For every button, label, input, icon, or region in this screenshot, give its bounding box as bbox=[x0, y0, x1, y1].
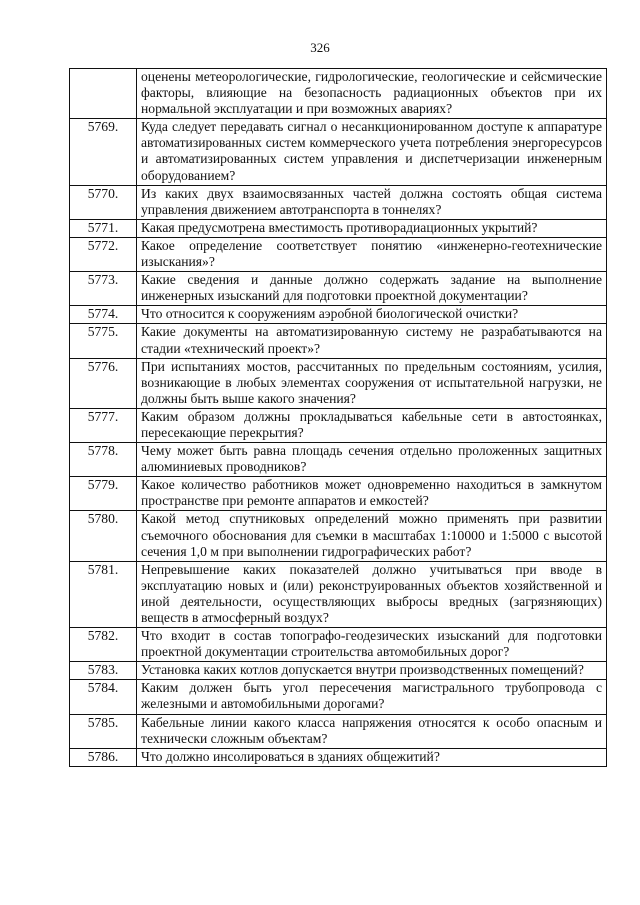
question-number: 5784. bbox=[70, 680, 137, 714]
question-number: 5782. bbox=[70, 628, 137, 662]
table-row bbox=[70, 69, 607, 119]
table-row bbox=[70, 119, 607, 185]
table-row bbox=[70, 511, 607, 561]
table-row bbox=[70, 358, 607, 408]
question-text: Какая предусмотрена вместимость противорадиационных укрытий? bbox=[137, 219, 607, 237]
question-number: 5771. bbox=[70, 219, 137, 237]
question-text: Какое количество работников может одновременно находиться в замкнутом пространстве при ремонте аппаратов и емкостей? bbox=[137, 477, 607, 511]
question-text: Что должно инсолироваться в зданиях общежитий? bbox=[137, 748, 607, 766]
table-row bbox=[70, 306, 607, 324]
question-text: Какой метод спутниковых определений можно применять при развитии съемочного обоснования для съемки в масштабах 1:10000 и 1:5000 с высотой сечения 1,0 м при выполнении гидрографических работ? bbox=[137, 511, 607, 561]
question-text: Что относится к сооружениям аэробной биологической очистки? bbox=[137, 306, 607, 324]
question-text: Какое определение соответствует понятию «инженерно-геотехнические изыскания»? bbox=[137, 237, 607, 271]
question-number: 5770. bbox=[70, 185, 137, 219]
question-text: Что входит в состав топографо-геодезических изысканий для подготовки проектной документации строительства автомобильных дорог? bbox=[137, 628, 607, 662]
page-number: 326 bbox=[310, 40, 330, 55]
question-number: 5769. bbox=[70, 119, 137, 185]
question-number: 5775. bbox=[70, 324, 137, 358]
question-text: Куда следует передавать сигнал о несанкционированном доступе к аппаратуре автоматизированных систем коммерческого учета потребления энергоресурсов и автоматизированных систем управления и диспетчеризации инженерным оборудованием? bbox=[137, 119, 607, 185]
question-text: Какие сведения и данные должно содержать задание на выполнение инженерных изысканий для подготовки проектной документации? bbox=[137, 272, 607, 306]
question-number: 5780. bbox=[70, 511, 137, 561]
question-text: Установка каких котлов допускается внутри производственных помещений? bbox=[137, 662, 607, 680]
table-row bbox=[70, 662, 607, 680]
question-number: 5785. bbox=[70, 714, 137, 748]
table-row bbox=[70, 408, 607, 442]
table-row bbox=[70, 680, 607, 714]
question-number: 5777. bbox=[70, 408, 137, 442]
question-text: Каким образом должны прокладываться кабельные сети в автостоянках, пересекающие перекрытия? bbox=[137, 408, 607, 442]
question-number: 5778. bbox=[70, 443, 137, 477]
table-row bbox=[70, 477, 607, 511]
question-number: 5773. bbox=[70, 272, 137, 306]
question-number bbox=[70, 69, 137, 119]
question-number: 5776. bbox=[70, 358, 137, 408]
question-text: Каким должен быть угол пересечения магистрального трубопровода с железными и автомобильными дорогами? bbox=[137, 680, 607, 714]
table-row bbox=[70, 185, 607, 219]
question-text: При испытаниях мостов, рассчитанных по предельным состояниям, усилия, возникающие в любых элементах сооружения от испытательной нагрузки, не должны быть выше какого значения? bbox=[137, 358, 607, 408]
question-text: Чему может быть равна площадь сечения отдельно проложенных защитных алюминиевых проводников? bbox=[137, 443, 607, 477]
question-number: 5772. bbox=[70, 237, 137, 271]
question-number: 5786. bbox=[70, 748, 137, 766]
question-text: Кабельные линии какого класса напряжения относятся к особо опасным и технически сложным объектам? bbox=[137, 714, 607, 748]
question-text: оценены метеорологические, гидрологические, геологические и сейсмические факторы, влияющие на безопасность радиационных объектов при их нормальной эксплуатации и при возможных авариях? bbox=[137, 69, 607, 119]
question-number: 5779. bbox=[70, 477, 137, 511]
question-number: 5774. bbox=[70, 306, 137, 324]
table-row bbox=[70, 561, 607, 627]
table-row bbox=[70, 324, 607, 358]
table-row bbox=[70, 748, 607, 766]
questions-table-body bbox=[70, 69, 607, 767]
table-row bbox=[70, 272, 607, 306]
questions-table bbox=[69, 68, 607, 767]
table-row bbox=[70, 219, 607, 237]
question-text: Из каких двух взаимосвязанных частей должна состоять общая система управления движением автотранспорта в тоннелях? bbox=[137, 185, 607, 219]
question-number: 5783. bbox=[70, 662, 137, 680]
table-row bbox=[70, 628, 607, 662]
question-text: Непревышение каких показателей должно учитываться при вводе в эксплуатацию новых и (или) реконструированных объектов хозяйственной и иной деятельности, осуществляющих выбросы вредных (загрязняющих) веществ в атмосферный воздух? bbox=[137, 561, 607, 627]
table-row bbox=[70, 443, 607, 477]
question-text: Какие документы на автоматизированную систему не разрабатываются на стадии «технический проект»? bbox=[137, 324, 607, 358]
table-row bbox=[70, 237, 607, 271]
table-row bbox=[70, 714, 607, 748]
question-number: 5781. bbox=[70, 561, 137, 627]
